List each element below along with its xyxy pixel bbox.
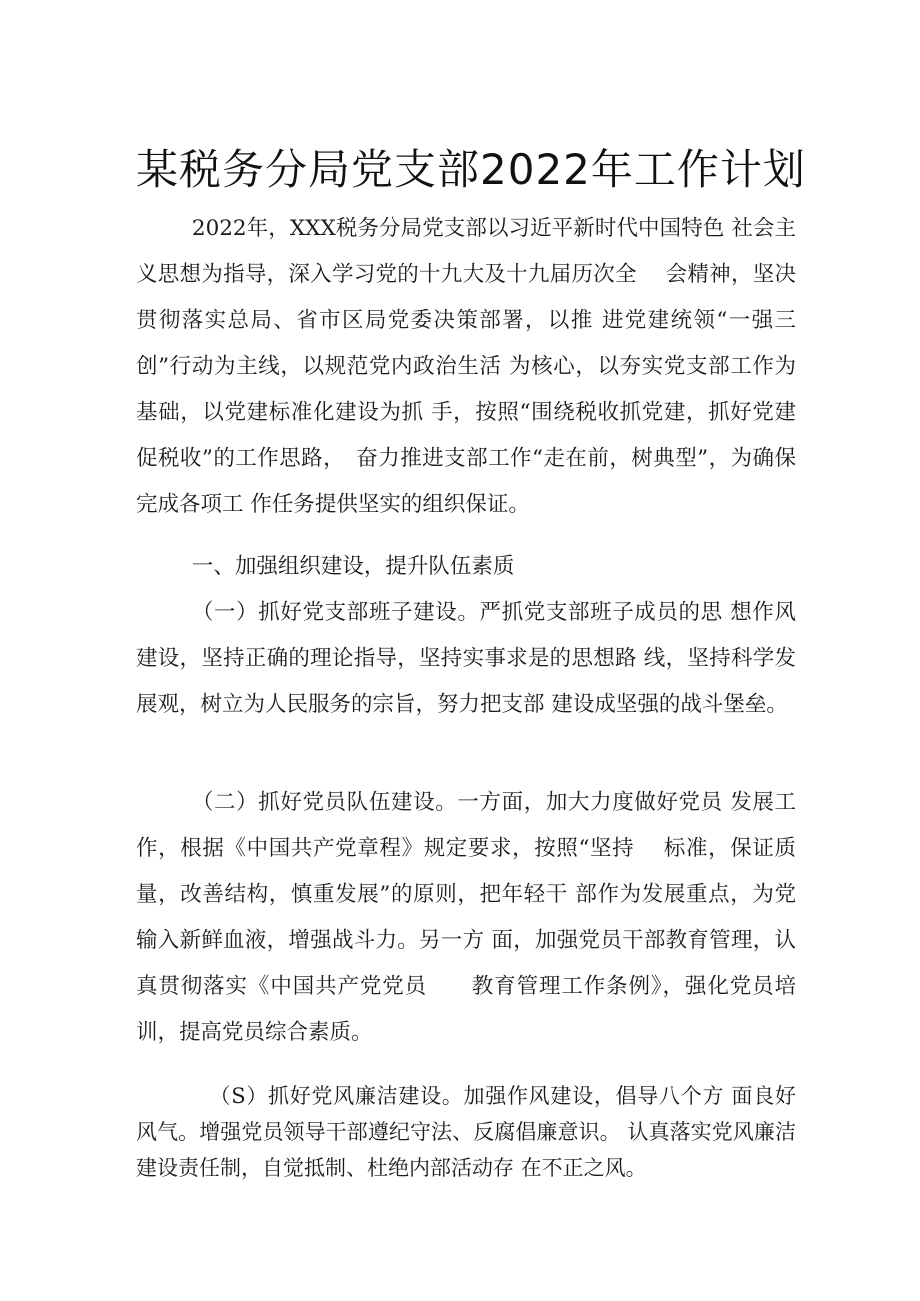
paragraph-member-building: （二）抓好党员队伍建设。一方面，加大力度做好党员 发展工作，根据《中国共产党章程》规定要求，按照“坚持 标准，保证质量，改善结构，慎重发展”的原则，把年轻干 部作为发展重点，为党输入新鲜血液，增强战斗力。另一方 面，加强党员干部教育管理，认真贯彻落实《中国共产党党员 教育管理工作条例》，强化党员培训，提高党员综合素质。 [136, 790, 796, 1045]
paragraph-integrity-building: （S）抓好党风廉洁建设。加强作风建设，倡导八个方 面良好风气。增强党员领导干部遵纪守法、反腐倡廉意识。 认真落实党风廉洁建设责任制，自觉抵制、杜绝内部活动存 在不正之风。 [136, 1084, 796, 1180]
paragraph-leadership-building: （一）抓好党支部班子建设。严抓党支部班子成员的思 想作风建设，坚持正确的理论指导，坚持实事求是的思想路 线，坚持科学发展观，树立为人民服务的宗旨，努力把支部 建设成坚强的战斗堡垒。 [136, 600, 796, 717]
document-title: 某税务分局党支部2022年工作计划 [136, 145, 806, 194]
intro-paragraph: 2022年，XXX税务分局党支部以习近平新时代中国特色 社会主义思想为指导，深入学习党的十九大及十九届历次全 会精神，坚决贯彻落实总局、省市区局党委决策部署，以推 进党建统领“一强三创”行动为主线，以规范党内政治生活 为核心，以夯实党支部工作为基础，以党建标准化建设为抓 手，按照“围绕税收抓党建，抓好党建促税收”的工作思路， 奋力推进支部工作“走在前，树典型”，为确保完成各项工 作任务提供坚实的组织保证。 [136, 216, 796, 517]
section-heading-1: 一、加强组织建设，提升队伍素质 [191, 554, 515, 579]
